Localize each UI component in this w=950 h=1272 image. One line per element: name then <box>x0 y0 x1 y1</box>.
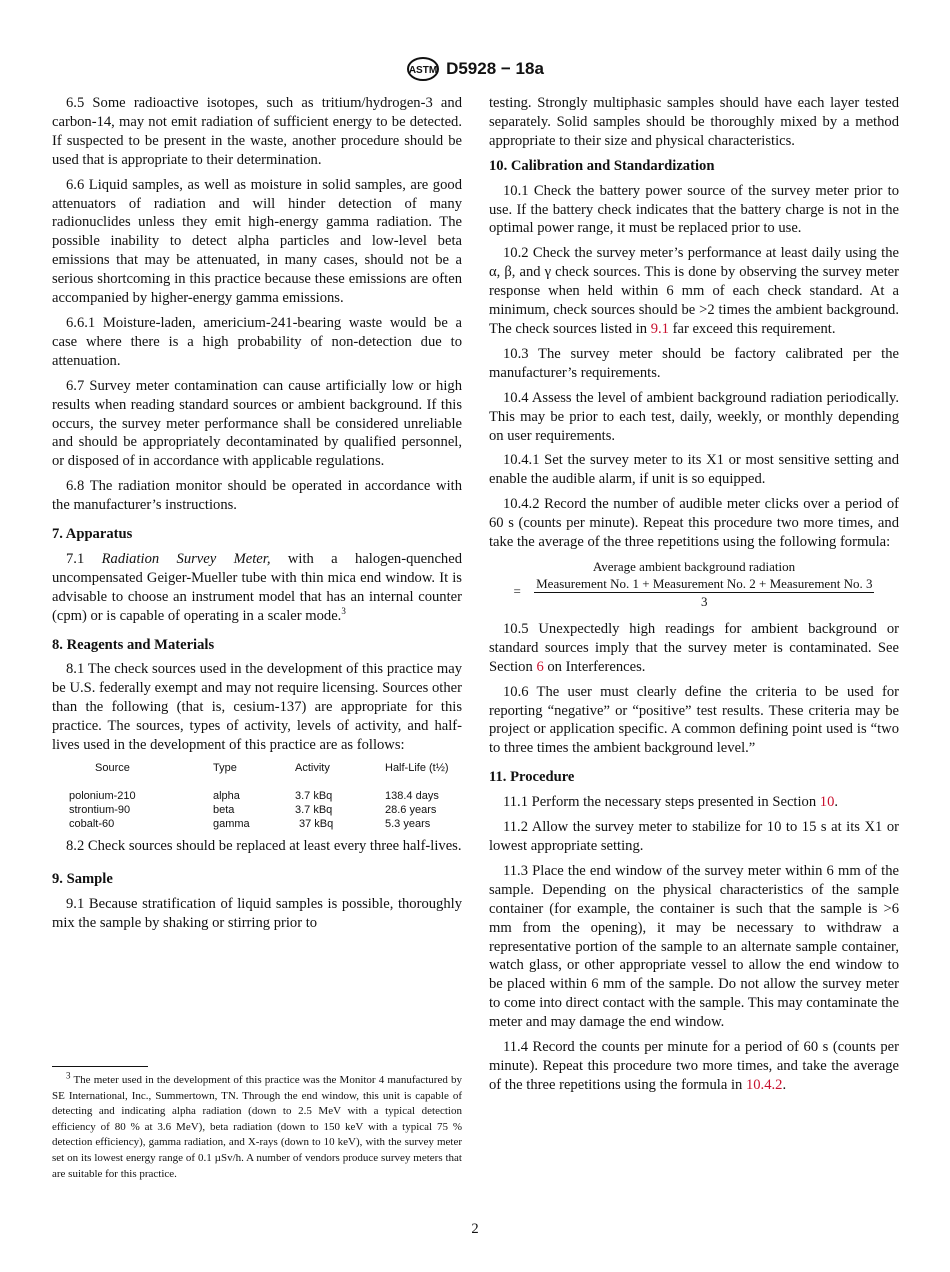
table-cell: 138.4 days <box>385 790 439 802</box>
paragraph-text: 10.5 Unexpectedly high readings for ambient background or standard sources imply that the survey meter is contaminated. See Section <box>489 620 899 675</box>
paragraph-11-2: 11.2 Allow the survey meter to stabilize for 10 to 15 s at its X1 or lowest appropriate setting. <box>489 819 899 854</box>
table-cell: gamma <box>213 818 250 830</box>
paragraph-text: 10.2 Check the survey meter’s performance at least daily using the α, β, and γ check sources. This is done by observing the survey meter response when held within 6 mm of each check standard. At a minimum, check sources should be >2 times the ambient background. The check sources listed in <box>489 245 899 337</box>
paragraph-10-6: 10.6 The user must clearly define the criteria to be used for reporting “negative” or “positive” test results. These criteria may be project or application specific. A common defining point used is “two to three times the ambient background level.” <box>489 683 899 757</box>
astm-logo-icon <box>406 56 440 82</box>
page-number: 2 <box>471 1221 479 1237</box>
paragraph-8-1: 8.1 The check sources used in the development of this practice may be U.S. federally exempt and may not require licensing. Sources other than the following (that is, cesium-137) are appropriate for this practice. The sources, types of activity, levels of activity, and half-lives used in the development of this practice are as follows: <box>52 661 462 754</box>
formula-denominator: 3 <box>701 593 708 609</box>
link-section-10[interactable]: 10 <box>819 794 835 811</box>
paragraph-6-6: 6.6 Liquid samples, as well as moisture in solid samples, are good attenuators of radiation and will hinder detection of many radionuclides unless they emit high-energy gamma radiation. The possible inability to detect alpha particles and low-level beta emissions that may be attenuated, in many cases, should not be a serious shortcoming in this practice because these emissions are often accompanied by higher-energy gamma emissions. <box>52 176 462 307</box>
table-header: Activity <box>295 762 330 774</box>
paragraph-11-4 <box>489 1038 899 1095</box>
average-formula <box>489 558 899 610</box>
table-cell: 28.6 years <box>385 804 437 816</box>
paragraph-6-5: 6.5 Some radioactive isotopes, such as tritium/hydrogen-3 and carbon-14, may not emit radiation of sufficient energy to be detected. If suspected to be present in the waste, another procedure should be used that is appropriate to their determination. <box>52 95 462 168</box>
document-designation: D5928 − 18a <box>446 58 544 78</box>
table-row <box>69 803 449 817</box>
page-header <box>0 56 950 82</box>
paragraph-6-6-1: 6.6.1 Moisture-laden, americium-241-bearing waste would be a case where there is a high probability of non-detection due to attenuation. <box>52 314 462 369</box>
check-sources-table <box>69 761 449 831</box>
paragraph-9-1-continued: testing. Strongly multiphasic samples should have each layer tested separately. Solid samples should be thoroughly mixed by a method appropriate to their size and physical characteristics. <box>489 95 899 149</box>
table-cell: 5.3 years <box>385 818 431 830</box>
table-header: Type <box>213 762 237 774</box>
paragraph-10-1: 10.1 Check the battery power source of the survey meter prior to use. If the battery check indicates that the battery charge is not in the optimal power range, it must be replaced prior to use. <box>489 182 899 237</box>
formula-fraction <box>534 575 874 610</box>
link-section-9-1[interactable]: 9.1 <box>650 320 669 337</box>
paragraph-text: 11.4 Record the counts per minute for a period of 60 s (counts per minute). Repeat this procedure two more times, and take the average of the three repetitions using the formula in <box>489 1039 899 1093</box>
paragraph-11-3: 11.3 Place the end window of the survey meter within 6 mm of the sample. Depending on the physical characteristics of the sample container (for example, the container is such that the sample is >6 mm from the opening), it may be necessary to withdraw a representative portion of the sample to an alternate sample container, watch glass, or other appropriate vessel to allow the end window to be placed within 6 mm of the sample. Do not allow the survey meter to come into direct contact with the sample. This may contaminate the meter and may damage the end window. <box>489 862 899 1031</box>
term-italic: Radiation Survey Meter, <box>101 550 271 567</box>
section-heading-8: 8. Reagents and Materials <box>52 636 215 653</box>
section-heading-9: 9. Sample <box>52 870 113 887</box>
formula-lhs: Average ambient background radiation <box>592 558 796 574</box>
paragraph-text: with a halogen-quenched uncompensated Geiger-Mueller tube with thin mica end window. It is advisable to choose an instrument model that has an internal counter (cpm) or is capable of operating in a scaler mode. <box>52 550 462 624</box>
paragraph-7-1 <box>52 550 462 626</box>
section-heading-7: 7. Apparatus <box>52 526 133 543</box>
link-section-6[interactable]: 6 <box>536 658 544 675</box>
formula-equals: = <box>513 583 521 599</box>
footnote-text: The meter used in the development of this practice was the Monitor 4 manufactured by SE International, Inc., Summertown, TN. Through the end window, this unit is capable of detecting and indicating alpha radiation (down to 2.5 MeV with a typical detection efficiency of 80 % at 3.6 MeV), beta radiation (down to 150 keV with a typical 75 % detection efficiency), gamma radiation, and X-rays (down to 10 keV), with the survey meter set on its lowest energy range of 0.1 µSv/h. A number of vendors produce survey meters that are suitable for this practice. <box>52 1074 462 1180</box>
footnote-3 <box>52 1070 462 1182</box>
paragraph-number: 7.1 <box>66 550 102 567</box>
paragraph-9-1: 9.1 Because stratification of liquid samples is possible, thoroughly mix the sample by shaking or stirring prior to <box>52 895 462 931</box>
table-row <box>69 789 449 803</box>
table-cell: alpha <box>213 790 240 802</box>
table-cell: strontium-90 <box>69 804 131 816</box>
paragraph-text: far exceed this requirement. <box>668 320 836 337</box>
table-header: Source <box>95 762 130 774</box>
paragraph-10-4-1: 10.4.1 Set the survey meter to its X1 or most sensitive setting and enable the audible alarm, if unit is so equipped. <box>489 452 899 488</box>
table-header-row <box>69 761 449 789</box>
paragraph-10-5 <box>489 620 899 677</box>
footnote-ref[interactable]: 3 <box>341 605 346 616</box>
paragraph-8-2: 8.2 Check sources should be replaced at least every three half-lives. <box>66 838 462 854</box>
paragraph-6-8: 6.8 The radiation monitor should be operated in accordance with the manufacturer’s instructions. <box>52 478 462 514</box>
table-cell: 37 kBq <box>299 818 334 830</box>
paragraph-10-2 <box>489 244 899 339</box>
table-cell: 3.7 kBq <box>295 790 333 802</box>
table-cell: polonium-210 <box>69 790 136 802</box>
link-section-10-4-2[interactable]: 10.4.2 <box>745 1076 783 1093</box>
table-row <box>69 817 449 831</box>
footnote-divider <box>52 1066 148 1067</box>
right-column <box>489 94 899 1101</box>
paragraph-6-7: 6.7 Survey meter contamination can cause artificially low or high results when reading standard sources or ambient background. If this occurs, the survey meter performance shall be considered unreliable and should be appropriately decontaminated by qualified personnel, or disposed of in accordance with applicable regulations. <box>52 377 462 470</box>
table-cell: beta <box>213 804 235 816</box>
paragraph-text: . <box>782 1076 787 1093</box>
section-heading-10: 10. Calibration and Standardization <box>489 157 715 174</box>
paragraph-text: . <box>834 794 839 811</box>
paragraph-text: 11.1 Perform the necessary steps presented in Section <box>503 794 820 811</box>
svg-text:ASTM: ASTM <box>408 65 438 76</box>
paragraph-11-1 <box>489 793 899 812</box>
paragraph-10-3: 10.3 The survey meter should be factory calibrated per the manufacturer’s requirements. <box>489 345 899 381</box>
formula-numerator: Measurement No. 1 + Measurement No. 2 + Measurement No. 3 <box>536 575 873 591</box>
section-heading-11: 11. Procedure <box>489 769 575 786</box>
paragraph-10-4: 10.4 Assess the level of ambient background radiation periodically. This may be prior to each test, daily, weekly, or monthly depending on user requirements. <box>489 389 899 444</box>
table-header: Half-Life (t½) <box>385 762 449 774</box>
footnote-mark: 3 <box>66 1070 71 1081</box>
table-cell: cobalt-60 <box>69 818 115 830</box>
paragraph-10-4-2: 10.4.2 Record the number of audible meter clicks over a period of 60 s (counts per minute). Repeat this procedure two more times, and take the average of the three repetitions using the following formula: <box>489 496 899 551</box>
paragraph-text: on Interferences. <box>543 658 646 675</box>
left-column <box>52 94 462 933</box>
table-cell: 3.7 kBq <box>295 804 333 816</box>
